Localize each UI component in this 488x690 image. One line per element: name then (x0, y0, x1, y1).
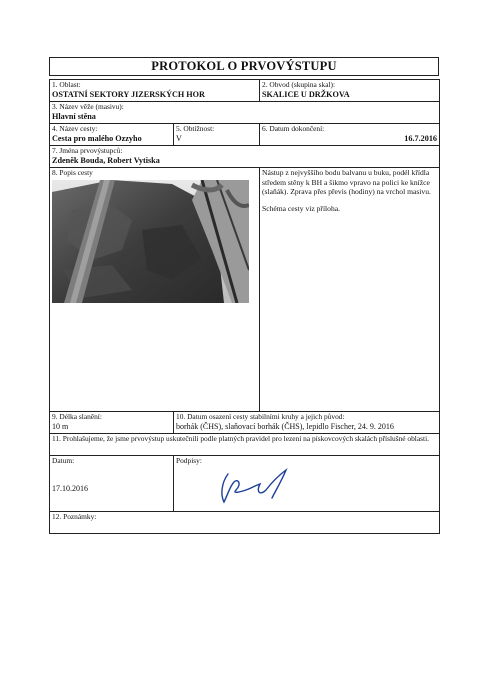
obtiznost-cell (174, 124, 260, 146)
datum-dokonceni-label: 6. Datum dokončení: (262, 124, 325, 133)
protocol-page (49, 57, 439, 534)
popis-cell (50, 168, 260, 412)
datum-value: 17.10.2016 (52, 483, 88, 493)
popis-label: 8. Popis cesty (52, 168, 93, 177)
nazev-cesty-cell (50, 124, 174, 146)
nazev-veze-label: 3. Název věže (masivu): (52, 102, 124, 111)
popis-text: Nástup z nejvyššího bodu balvanu u buku, podél křídla středem stěny k BH a šikmo vpravo na polici ke knížce (slaňák). Zprava přes převis (hodiny) na vrchol masivu. (262, 168, 431, 196)
delka-slaneni-label: 9. Délka slanění: (52, 412, 102, 421)
obtiznost-value: V (176, 133, 182, 143)
datum-dokonceni-value: 16.7.2016 (404, 133, 437, 143)
nazev-cesty-label: 4. Název cesty: (52, 124, 98, 133)
osazeni-cell (174, 412, 440, 434)
podpisy-label: Podpisy: (176, 456, 202, 465)
prohlaseni-text: 11. Prohlašujeme, že jsme prvovýstup uskutečnili podle platných pravidel pro lezení na pískovcových skalách příslušné oblasti. (52, 434, 429, 443)
poznamky-cell (50, 512, 440, 534)
jmena-label: 7. Jména prvovýstupců: (52, 146, 123, 155)
nazev-veze-value: Hlavní stěna (52, 111, 96, 121)
protocol-form (49, 79, 440, 534)
oblast-cell (50, 80, 260, 102)
obvod-value: SKALICE U DRŽKOVA (262, 89, 350, 99)
datum-cell (50, 456, 174, 512)
podpisy-cell (174, 456, 440, 512)
nazev-veze-cell (50, 102, 440, 124)
obvod-label: 2. Obvod (skupina skal): (262, 80, 336, 89)
jmena-value: Zdeněk Bouda, Robert Vytiska (52, 155, 160, 165)
jmena-cell (50, 146, 440, 168)
popis-schema: Schéma cesty viz příloha. (262, 203, 341, 213)
osazeni-value: borhák (ČHS), slaňovací borhák (ČHS), lepidlo Fischer, 24. 9. 2016 (176, 421, 394, 431)
obvod-cell (260, 80, 440, 102)
oblast-value: OSTATNÍ SEKTORY JIZERSKÝCH HOR (52, 89, 205, 99)
oblast-label: 1. Oblast: (52, 80, 81, 89)
page-title: PROTOKOL O PRVOVÝSTUPU (49, 57, 439, 76)
route-photo (52, 180, 249, 303)
popis-text-cell (260, 168, 440, 412)
osazeni-label: 10. Datum osazení cesty stabilními kruhy a jejich původ: (176, 412, 345, 421)
datum-dokonceni-cell (260, 124, 440, 146)
prohlaseni-cell (50, 434, 440, 456)
nazev-cesty-value: Cesta pro malého Ozzyho (52, 133, 142, 143)
datum-label: Datum: (52, 456, 75, 465)
poznamky-label: 12. Poznámky: (52, 512, 97, 521)
delka-slaneni-cell (50, 412, 174, 434)
obtiznost-label: 5. Obtížnost: (176, 124, 215, 133)
signature (216, 468, 296, 508)
delka-slaneni-value: 10 m (52, 421, 69, 431)
